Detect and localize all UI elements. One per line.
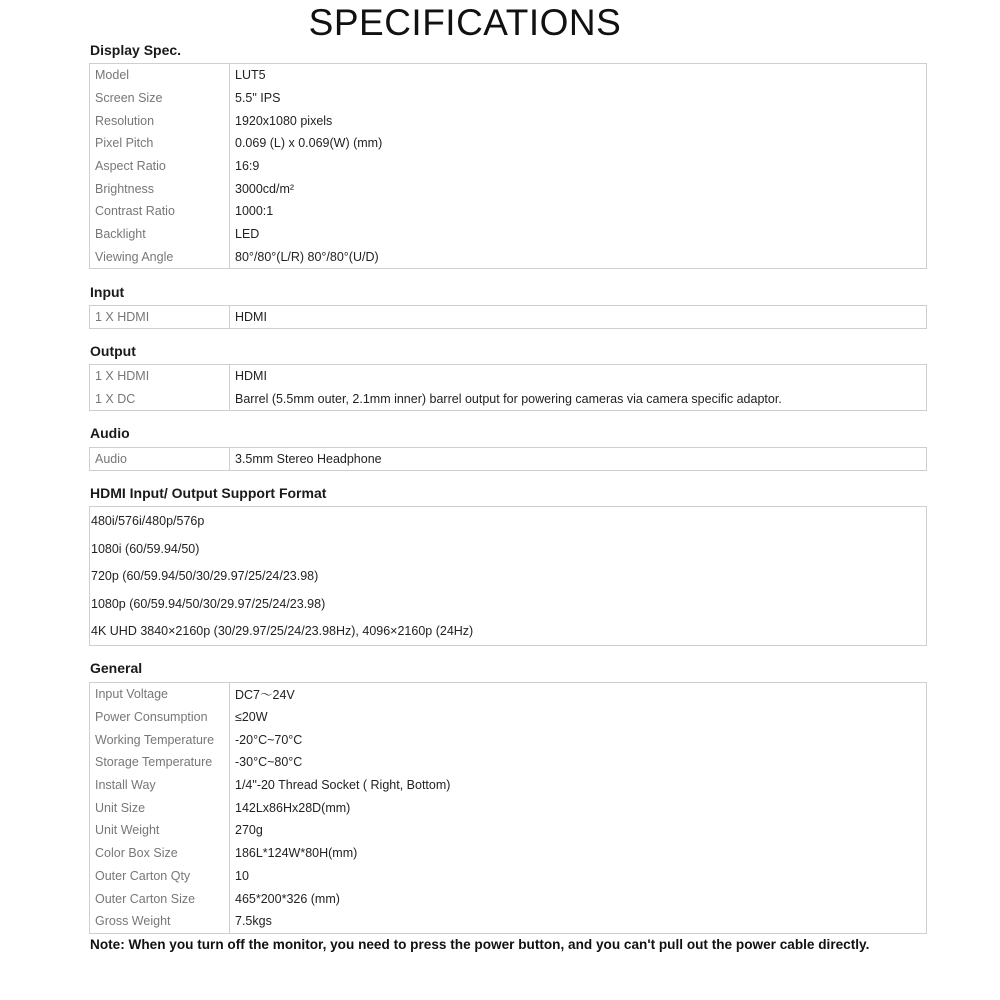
spec-value: 80°/80°(L/R) 80°/80°(U/D) (235, 249, 379, 264)
table-row (90, 910, 927, 933)
spec-key: Input Voltage (90, 683, 230, 706)
spec-key: 1 X HDMI (90, 365, 230, 388)
spec-value: LUT5 (235, 68, 266, 83)
spec-value: 1920x1080 pixels (235, 113, 333, 128)
spec-value: 1/4"-20 Thread Socket ( Right, Bottom) (235, 778, 451, 793)
table-row (90, 796, 927, 819)
format-line: 1080p (60/59.94/50/30/29.97/25/24/23.98) (91, 597, 326, 611)
table-row (90, 155, 927, 178)
spec-key: Gross Weight (90, 910, 230, 933)
table-row (90, 223, 927, 246)
spec-value: 7.5kgs (235, 914, 272, 929)
spec-key: 1 X DC (90, 388, 230, 411)
spec-value: 16:9 (235, 159, 260, 174)
spec-key: Color Box Size (90, 842, 230, 865)
table-row (90, 887, 927, 910)
spec-value: 465*200*326 (mm) (235, 891, 340, 906)
spec-value: 142Lx86Hx28D(mm) (235, 800, 351, 815)
spec-value: 3.5mm Stereo Headphone (235, 452, 382, 466)
input-table (89, 305, 927, 329)
table-row (90, 246, 927, 269)
table-row (90, 200, 927, 223)
spec-key: Unit Weight (90, 819, 230, 842)
table-row (90, 306, 927, 329)
general-table (89, 682, 927, 934)
spec-key: Audio (90, 448, 230, 471)
spec-key: Unit Size (90, 796, 230, 819)
spec-value: 10 (235, 868, 249, 883)
spec-value: HDMI (235, 310, 267, 324)
spec-value: 1000:1 (235, 204, 274, 219)
spec-key: Outer Carton Size (90, 887, 230, 910)
display-spec-heading: Display Spec. (90, 42, 182, 58)
audio-heading: Audio (90, 425, 130, 441)
table-row (90, 728, 927, 751)
spec-value: Barrel (5.5mm outer, 2.1mm inner) barrel output for powering cameras via camera specific adaptor. (235, 392, 782, 407)
spec-key: Outer Carton Qty (90, 865, 230, 888)
table-row (90, 774, 927, 797)
spec-value: 186L*124W*80H(mm) (235, 846, 358, 861)
spec-key: Model (90, 64, 230, 87)
formats-heading: HDMI Input/ Output Support Format (90, 485, 327, 501)
spec-value: DC7～24V (235, 688, 295, 703)
spec-key: Backlight (90, 223, 230, 246)
formats-box (89, 506, 927, 646)
table-row (90, 683, 927, 706)
spec-value: HDMI (235, 369, 267, 384)
display-spec-table (89, 63, 927, 269)
spec-value: ≤20W (235, 710, 268, 725)
spec-value: 270g (235, 823, 263, 838)
table-row (90, 132, 927, 155)
spec-key: Viewing Angle (90, 246, 230, 269)
format-line: 480i/576i/480p/576p (91, 514, 205, 528)
general-heading: General (90, 660, 143, 676)
input-heading: Input (90, 284, 125, 300)
table-row (90, 448, 927, 471)
audio-table (89, 447, 927, 471)
output-heading: Output (90, 343, 136, 359)
spec-value: 3000cd/m² (235, 181, 295, 196)
spec-value: -30°C~80°C (235, 755, 303, 770)
spec-value: -20°C~70°C (235, 732, 303, 747)
page-title: SPECIFICATIONS (308, 2, 622, 43)
spec-key: 1 X HDMI (90, 306, 230, 329)
table-row (90, 87, 927, 110)
spec-value: 0.069 (L) x 0.069(W) (mm) (235, 136, 383, 151)
table-row (90, 706, 927, 729)
table-row (90, 865, 927, 888)
spec-key: Contrast Ratio (90, 200, 230, 223)
spec-key: Working Temperature (90, 728, 230, 751)
format-line: 1080i (60/59.94/50) (91, 542, 200, 556)
format-line: 720p (60/59.94/50/30/29.97/25/24/23.98) (91, 569, 319, 583)
spec-key: Power Consumption (90, 706, 230, 729)
spec-key: Screen Size (90, 87, 230, 110)
table-row (90, 109, 927, 132)
format-line: 4K UHD 3840×2160p (30/29.97/25/24/23.98Hz), 4096×2160p (24Hz) (91, 624, 474, 638)
spec-key: Storage Temperature (90, 751, 230, 774)
table-row (90, 177, 927, 200)
spec-key: Brightness (90, 177, 230, 200)
table-row (90, 64, 927, 87)
table-row (90, 842, 927, 865)
table-row (90, 819, 927, 842)
spec-value: 5.5" IPS (235, 91, 281, 106)
output-table (89, 364, 927, 411)
table-row (90, 388, 927, 411)
spec-key: Resolution (90, 109, 230, 132)
spec-key: Install Way (90, 774, 230, 797)
table-row (90, 751, 927, 774)
spec-key: Aspect Ratio (90, 155, 230, 178)
power-note: Note: When you turn off the monitor, you need to press the power button, and you can't pull out the power cable directly. (90, 937, 870, 952)
spec-key: Pixel Pitch (90, 132, 230, 155)
table-row (90, 365, 927, 388)
spec-value: LED (235, 227, 260, 242)
